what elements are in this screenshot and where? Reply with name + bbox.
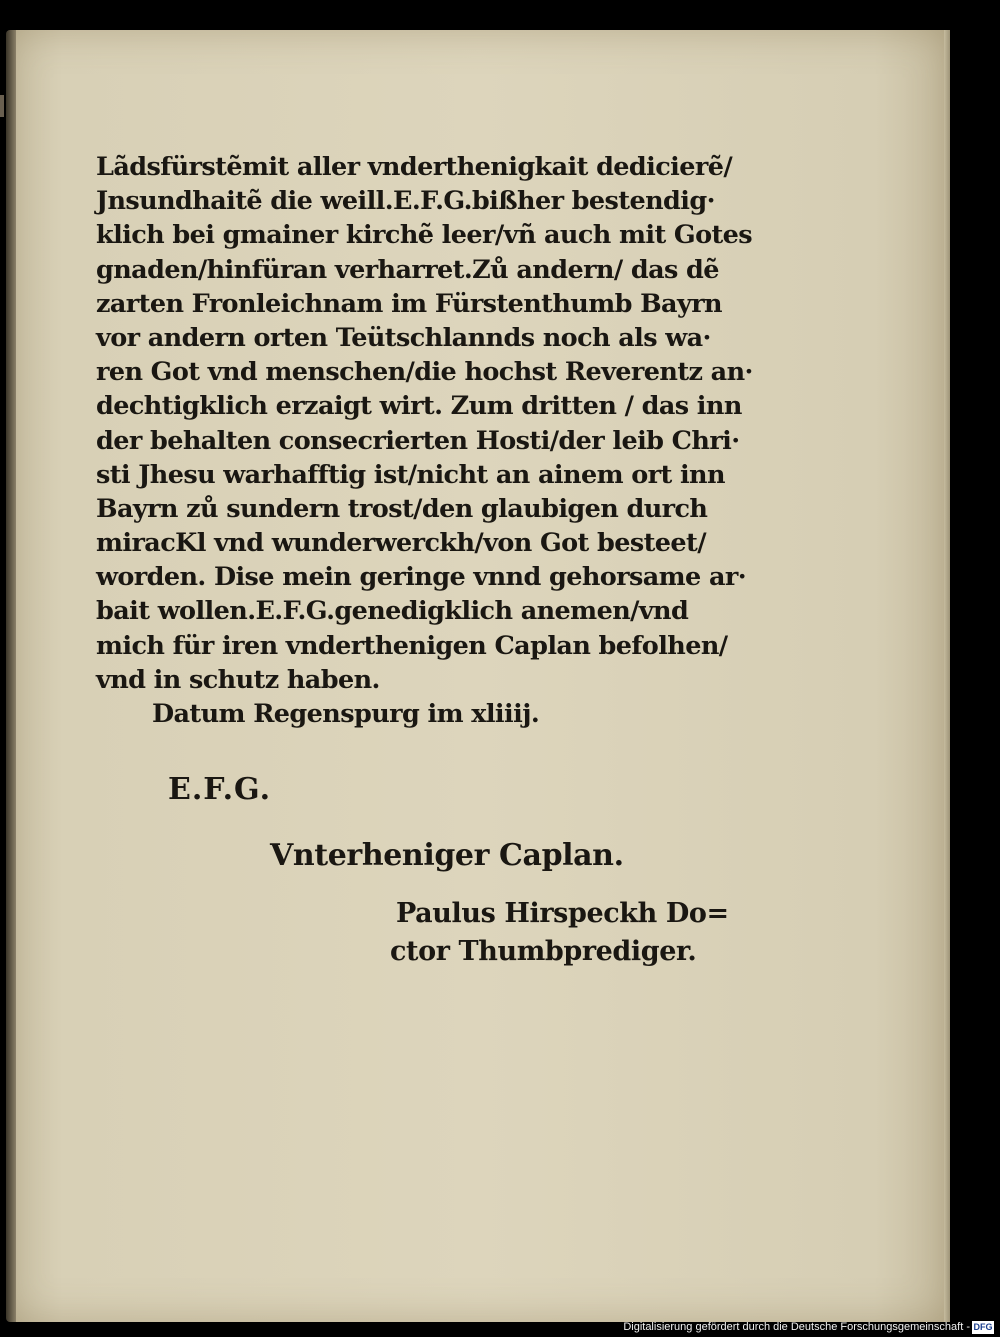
body-text [96,150,753,731]
text-line: Bayrn zů sundern trost/den glaubigen durch [96,493,708,524]
text-line: gnaden/hinfüran verharret.Zů andern/ das dẽ [96,254,719,285]
digitization-credit: Digitalisierung gefördert durch die Deutsche Forschungsgemeinschaft - [623,1321,970,1333]
text-line: vnd in schutz haben. [96,664,380,695]
text-line: klich bei gmainer kirchẽ leer/vñ auch mit Gotes [96,220,753,251]
text-line: Jnsundhaitẽ die weill.E.F.G.bißher bestendig· [96,186,715,217]
date-line: Datum Regenspurg im xliiij. [152,699,540,729]
signature-name-line-2: ctor Thumbprediger. [390,936,697,967]
signature-name-line-1: Paulus Hirspeckh Do= [396,898,729,929]
text-line: mich für iren vnderthenigen Caplan befolhen/ [96,630,728,661]
text-line: sti Jhesu warhafftig ist/nicht an ainem ort inn [96,459,725,490]
margin-mark [0,95,4,117]
text-line: zarten Fronleichnam im Fürstenthumb Bayrn [96,288,722,319]
text-line: worden. Dise mein geringe vnnd gehorsame ar· [96,562,746,593]
monogram-efg: E.F.G. [168,772,272,807]
text-line: bait wollen.E.F.G.genedigklich anemen/vnd [96,596,689,627]
text-line: vor andern orten Teütschlannds noch als wa· [96,322,711,353]
dfg-logo: DFG [973,1322,993,1332]
page-binding-edge [6,30,16,1322]
text-line: Lãdsfürstẽmit aller vnderthenigkait dedicierẽ/ [96,152,733,182]
text-line: dechtigklich erzaigt wirt. Zum dritten / das inn [96,391,742,422]
text-line: der behalten consecrierten Hosti/der leib Chri· [96,425,740,456]
text-line: ren Got vnd menschen/die hochst Reverentz an· [96,357,753,388]
signature-title: Vnterheniger Caplan. [270,838,624,873]
page-right-edge [944,30,950,1322]
text-line: miracKl vnd wunderwerckh/von Got besteet/ [96,528,706,559]
